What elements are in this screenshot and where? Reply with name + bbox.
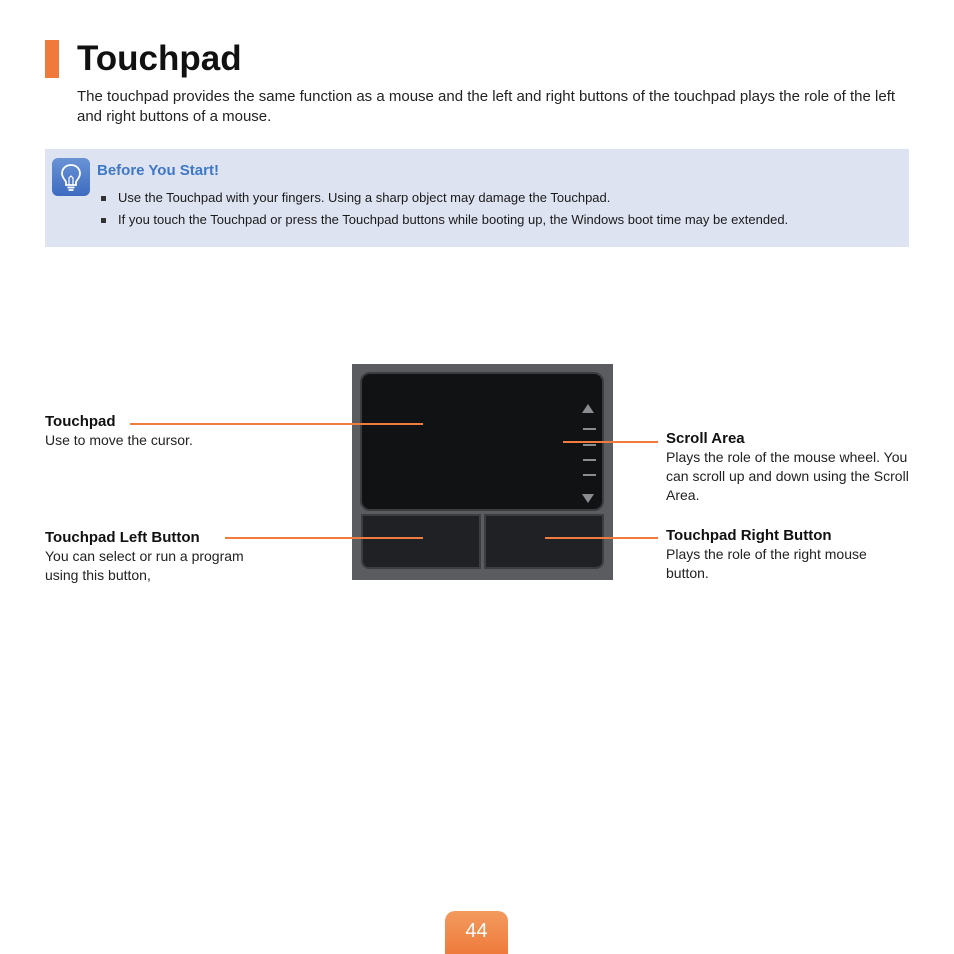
page-title: Touchpad (77, 39, 242, 78)
page-number: 44 (465, 920, 488, 942)
lightbulb-icon (52, 158, 90, 196)
callout-touchpad (45, 412, 245, 450)
callout-desc: Use to move the cursor. (45, 432, 193, 448)
callout-title: Touchpad Right Button (666, 527, 832, 544)
intro-text: The touchpad provides the same function as a mouse and the left and right buttons of the touchpad plays the role of the left and right buttons of a mouse. (77, 88, 896, 125)
touchpad-illustration (352, 364, 613, 580)
note-item: If you touch the Touchpad or press the Touchpad buttons while booting up, the Windows boot time may be extended. (97, 209, 788, 231)
title-accent-bar (45, 40, 59, 78)
scroll-down-arrow-icon (582, 494, 594, 503)
callout-left-button (45, 528, 260, 585)
scroll-area-leader-line (563, 441, 658, 443)
note-title: Before You Start! (97, 162, 219, 179)
callout-desc: Plays the role of the mouse wheel. You can scroll up and down using the Scroll Area. (666, 449, 909, 503)
scroll-mark (583, 428, 596, 430)
touchpad-left-button (361, 514, 481, 569)
note-item: Use the Touchpad with your fingers. Using a sharp object may damage the Touchpad. (97, 187, 788, 209)
callout-scroll-area (666, 429, 911, 505)
note-list (97, 187, 788, 231)
callout-right-button (666, 526, 886, 583)
scroll-mark (583, 459, 596, 461)
scroll-mark (583, 474, 596, 476)
scroll-mark (583, 444, 596, 446)
callout-title: Touchpad (45, 413, 116, 430)
before-you-start-note (45, 149, 909, 247)
right-button-leader-line (545, 537, 658, 539)
callout-desc: You can select or run a program using this button, (45, 548, 244, 583)
touchpad-right-button (484, 514, 604, 569)
callout-desc: Plays the role of the right mouse button. (666, 546, 867, 581)
page-number-tab (445, 911, 508, 954)
scroll-up-arrow-icon (582, 404, 594, 413)
callout-title: Scroll Area (666, 430, 745, 447)
callout-title: Touchpad Left Button (45, 529, 200, 546)
